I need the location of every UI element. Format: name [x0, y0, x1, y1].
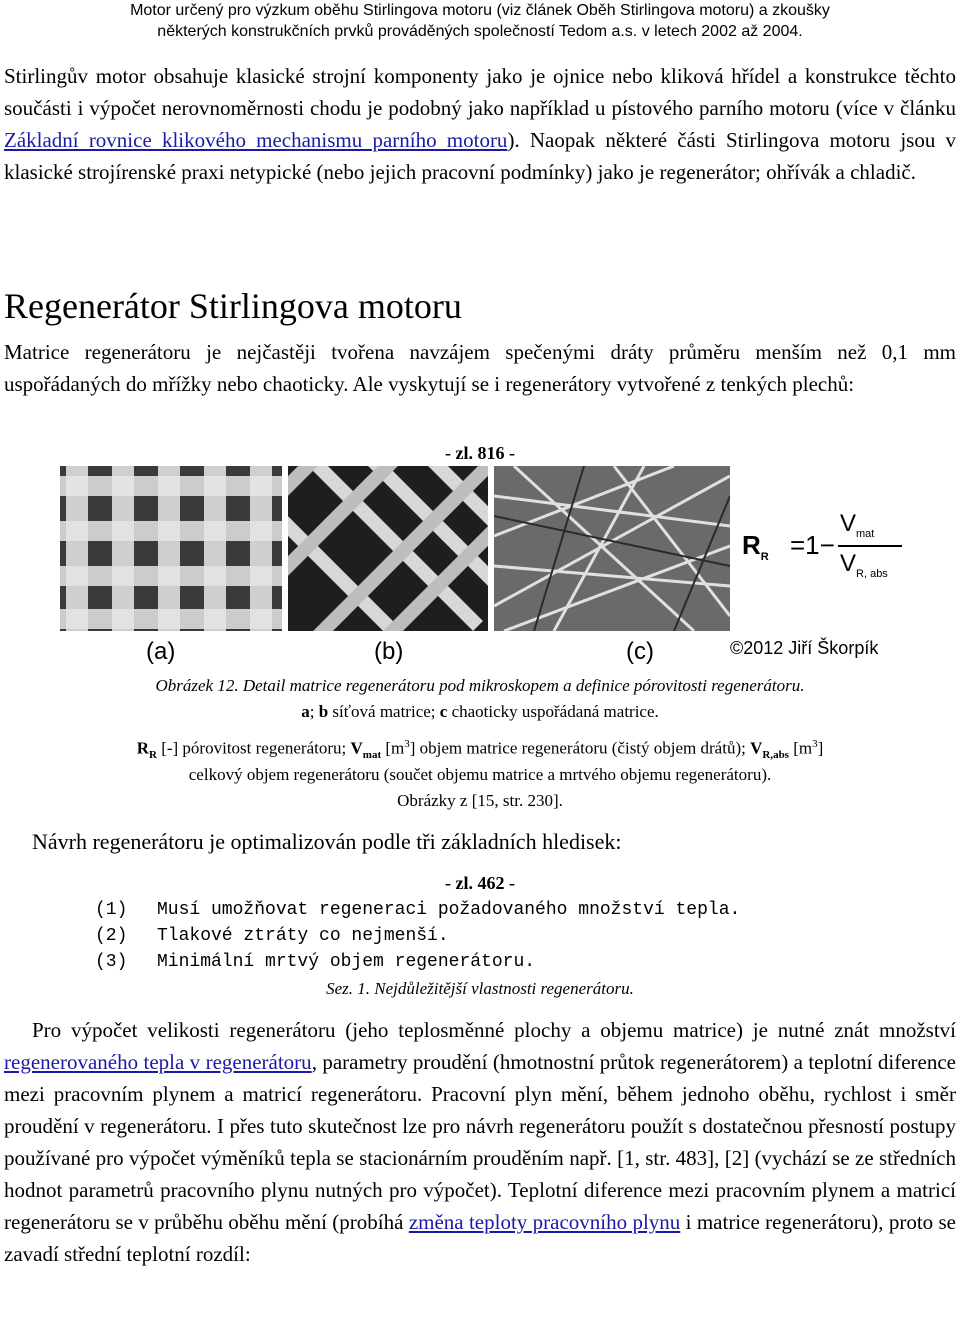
- list-item: (2) Tlakové ztráty co nejmenší.: [95, 926, 449, 946]
- figure-ref: - zl. 816 -: [445, 443, 515, 463]
- chaotic-fibers-image: [494, 466, 730, 631]
- label-b: (b): [374, 638, 404, 665]
- intro-text-2: ). Naopak některé části Stirlingova motoru jsou v klasické strojírenské praxi netypické (nebo jejich pracovní podmínky) jako je regenerátor; ohřívák a chladič.: [4, 128, 957, 184]
- list-item: (1) Musí umožňovat regeneraci požadovaného množství tepla.: [95, 900, 741, 920]
- figure-source: Obrázky z [15, str. 230].: [397, 791, 563, 810]
- list-item: (3) Minimální mrtvý objem regenerátoru.: [95, 952, 536, 972]
- design-ref: - zl. 462 -: [445, 873, 515, 893]
- woven-mesh-image: [288, 466, 488, 631]
- figure-legend-2: celkový objem regenerátoru (součet objemu matrice a mrtvého objemu regenerátoru).: [188, 765, 772, 784]
- fraction-bar: [838, 545, 902, 547]
- header-line-1: Motor určený pro výzkum oběhu Stirlingova motoru (viz článek Oběh Stirlingova motoru) a zkoušky: [130, 2, 830, 19]
- figure-caption-2: a; b síťová matrice; c chaoticky uspořádaná matrice.: [301, 702, 659, 721]
- copyright: ©2012 Jiří Škorpík: [730, 638, 879, 658]
- figure-legend: $R_R$ [-] pórovitost regenerátoru; $V_{mat}$ $[m^3]$ objem matrice regenerátoru (čistý objem drátů); $V_{R,abs}$ $[m^3]$: [136, 738, 824, 762]
- intro-paragraph: [4, 60, 956, 188]
- porosity-formula: [742, 510, 902, 590]
- formula-eq: =1−: [790, 530, 835, 560]
- label-c: (c): [626, 638, 654, 665]
- list-caption: Sez. 1. Nejdůležitější vlastnosti regenerátoru.: [326, 979, 634, 998]
- formula-numerator: $V_{mat}$: [840, 510, 875, 540]
- intro-text-1: Stirlingův motor obsahuje klasické strojní komponenty jako je ojnice nebo kliková hřídel a konstrukce těchto součásti i výpočet nerovnoměrnosti chodu je podobný jako například u pístového parního motoru (více v článku: [4, 64, 956, 120]
- header-line-2: některých konstrukčních prvků prováděných společností Tedom a.s. v letech 2002 až 2004.: [157, 23, 803, 40]
- link-gas-temperature[interactable]: změna teploty pracovního plynu: [408, 1210, 681, 1234]
- link-crank-mechanism[interactable]: Základní rovnice klikového mechanismu parního motoru: [4, 128, 508, 152]
- design-intro: Návrh regenerátoru je optimalizován podle tři základních hledisek:: [32, 829, 622, 854]
- section-paragraph: Matrice regenerátoru je nejčastěji tvořena navzájem spečenými dráty průměru menším než 0,1 mm uspořádaných do mřížky nebo chaoticky. Ale vyskytují se i regenerátory vytvořené z tenkých plechů:: [4, 340, 956, 396]
- label-a: (a): [146, 638, 176, 665]
- formula-denominator: $V_{R, abs}$: [840, 550, 888, 580]
- formula-lhs: $R_R$: [742, 530, 769, 564]
- section-heading: Regenerátor Stirlingova motoru: [4, 286, 462, 326]
- link-regenerated-heat[interactable]: regenerovaného tepla v regenerátoru: [4, 1050, 312, 1074]
- figure-caption-header: [0, 0, 960, 42]
- final-paragraph: Pro výpočet velikosti regenerátoru (jeho teplosměnné plochy a objemu matrice) je nutné znát množství regenerovaného tepla v regenerátoru, parametry proudění (hmotnostní průtok regenerátorem) a teplotní diference mezi pracovním plynem a matricí regenerátoru. Pracovní plyn mění, během jednoho oběhu, rychlost i směr proudění v regenerátoru. I přes tuto skutečnost lze pro návrh regenerátoru použít s dostatečnou přesností postupy používané pro výpočet výměníků tepla se stacionárním prouděním např. [1, str. 483], [2] (vychází se ze středních hodnot parametrů pracovního plynu nutných pro výpočet). Teplotní diference mezi pracovním plynem a matricí regenerátoru se v průběhu oběhu mění (probíhá změna teploty pracovního plynu i matrice regenerátoru), proto se zavadí střední teplotní rozdíl:: [4, 1018, 957, 1266]
- regenerator-figure: [60, 466, 896, 666]
- mesh-grid-image: [60, 466, 282, 631]
- figure-caption: Obrázek 12. Detail matrice regenerátoru pod mikroskopem a definice pórovitosti regenerátoru.: [155, 676, 805, 695]
